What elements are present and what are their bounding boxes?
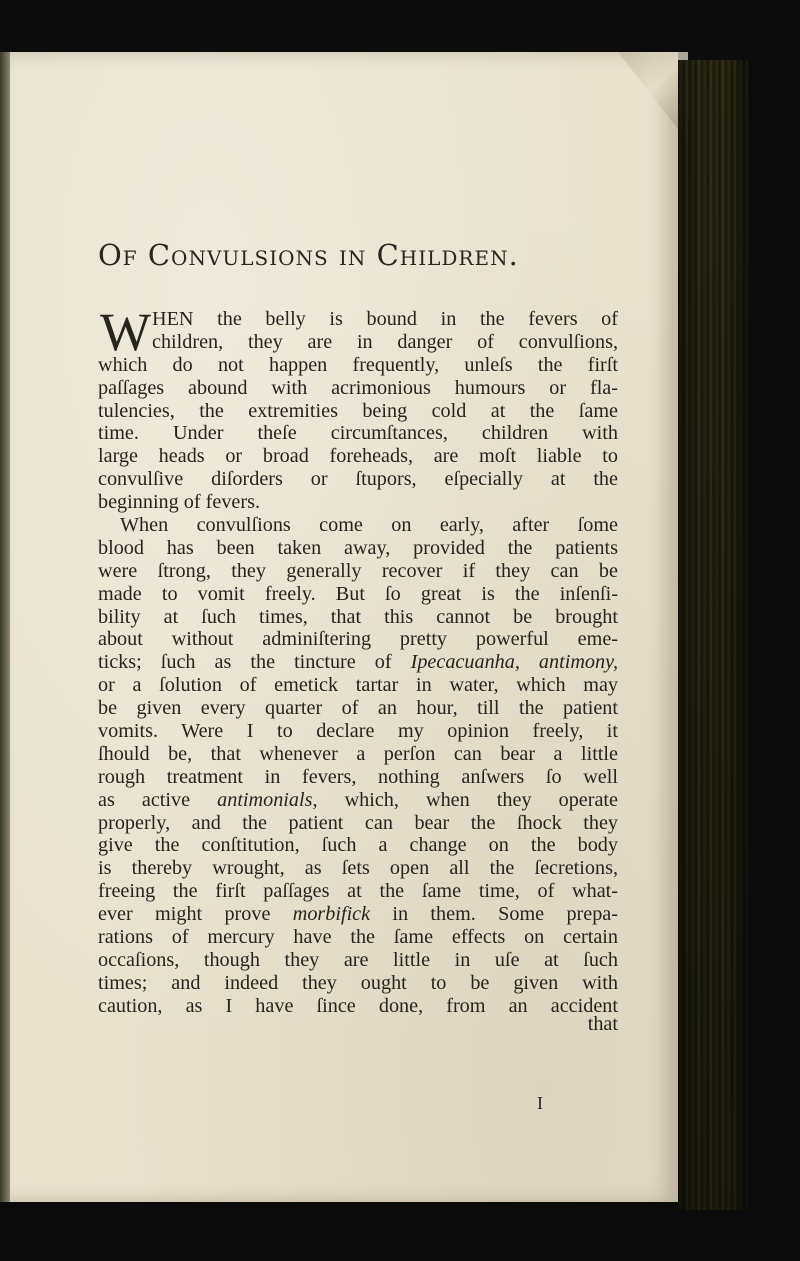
text-line: times; and indeed they ought to be given with	[98, 971, 618, 994]
text-line: freeing the firſt paſſages at the ſame time, of what-	[98, 880, 618, 903]
signature-mark: I	[537, 1093, 543, 1113]
text-segment: in them. Some prepa-	[370, 903, 618, 926]
body-text	[98, 302, 618, 1018]
text-line: occaſions, though they are little in uſe at ſuch	[98, 948, 618, 971]
text-line: or a ſolution of emetick tartar in water, which may	[98, 674, 618, 697]
text-segment: which, when they operate	[317, 788, 618, 811]
text-segment: ever might prove	[98, 903, 293, 926]
left-page-edge	[0, 52, 10, 1202]
text-line-mixed	[98, 651, 618, 674]
text-line: ſhould be, that whenever a perſon can bear a little	[98, 742, 618, 765]
text-line: When convulſions come on early, after ſome	[120, 514, 618, 537]
text-line: be given every quarter of an hour, till the patient	[98, 697, 618, 720]
drop-capital: W	[100, 302, 151, 362]
text-line: children, they are in danger of convulſions,	[152, 330, 618, 353]
text-line: bility at ſuch times, that this cannot be brought	[98, 605, 618, 628]
italic-term: Ipecacuanha, antimony,	[410, 651, 618, 674]
text-line: tulencies, the extremities being cold at the ſame	[98, 399, 618, 422]
text-line: HEN the belly is bound in the fevers of	[152, 308, 618, 330]
text-line: about without adminiſtering pretty powerful eme-	[98, 628, 618, 651]
text-line: rough treatment in fevers, nothing anſwers ſo well	[98, 765, 618, 788]
chapter-heading: Of Convulsions in Children.	[98, 238, 519, 272]
text-line: properly, and the patient can bear the ſhock they	[98, 811, 618, 834]
text-line-mixed	[98, 789, 618, 812]
text-line: made to vomit freely. But ſo great is the inſenſi-	[98, 582, 618, 605]
catchword: that	[587, 1013, 618, 1035]
text-line: time. Under theſe circumſtances, children with	[98, 422, 618, 445]
text-line: were ſtrong, they generally recover if they can be	[98, 559, 618, 582]
text-line: convulſive diſorders or ſtupors, eſpecially at the	[98, 468, 618, 491]
book-edge-shadow	[678, 60, 750, 1210]
text-line: rations of mercury have the ſame effects on certain	[98, 926, 618, 949]
text-line: is thereby wrought, as ſets open all the ſecretions,	[98, 857, 618, 880]
text-line: blood has been taken away, provided the patients	[98, 536, 618, 559]
italic-term: morbifick	[292, 903, 371, 926]
text-line: paſſages abound with acrimonious humours or fla-	[98, 376, 618, 399]
text-line: which do not happen frequently, unleſs the firſt	[98, 353, 618, 376]
text-segment: as active	[98, 788, 218, 811]
text-line: vomits. Were I to declare my opinion freely, it	[98, 720, 618, 743]
text-line-mixed	[98, 903, 618, 926]
text-line: caution, as I have ſince done, from an accident	[98, 994, 618, 1017]
text-line: beginning of fevers.	[98, 491, 261, 514]
italic-term: antimonials,	[217, 788, 318, 811]
text-line: give the conſtitution, ſuch a change on the body	[98, 834, 618, 857]
text-line: large heads or broad foreheads, are moſt liable to	[98, 445, 618, 468]
text-segment: ticks; ſuch as the tincture of	[98, 651, 411, 674]
